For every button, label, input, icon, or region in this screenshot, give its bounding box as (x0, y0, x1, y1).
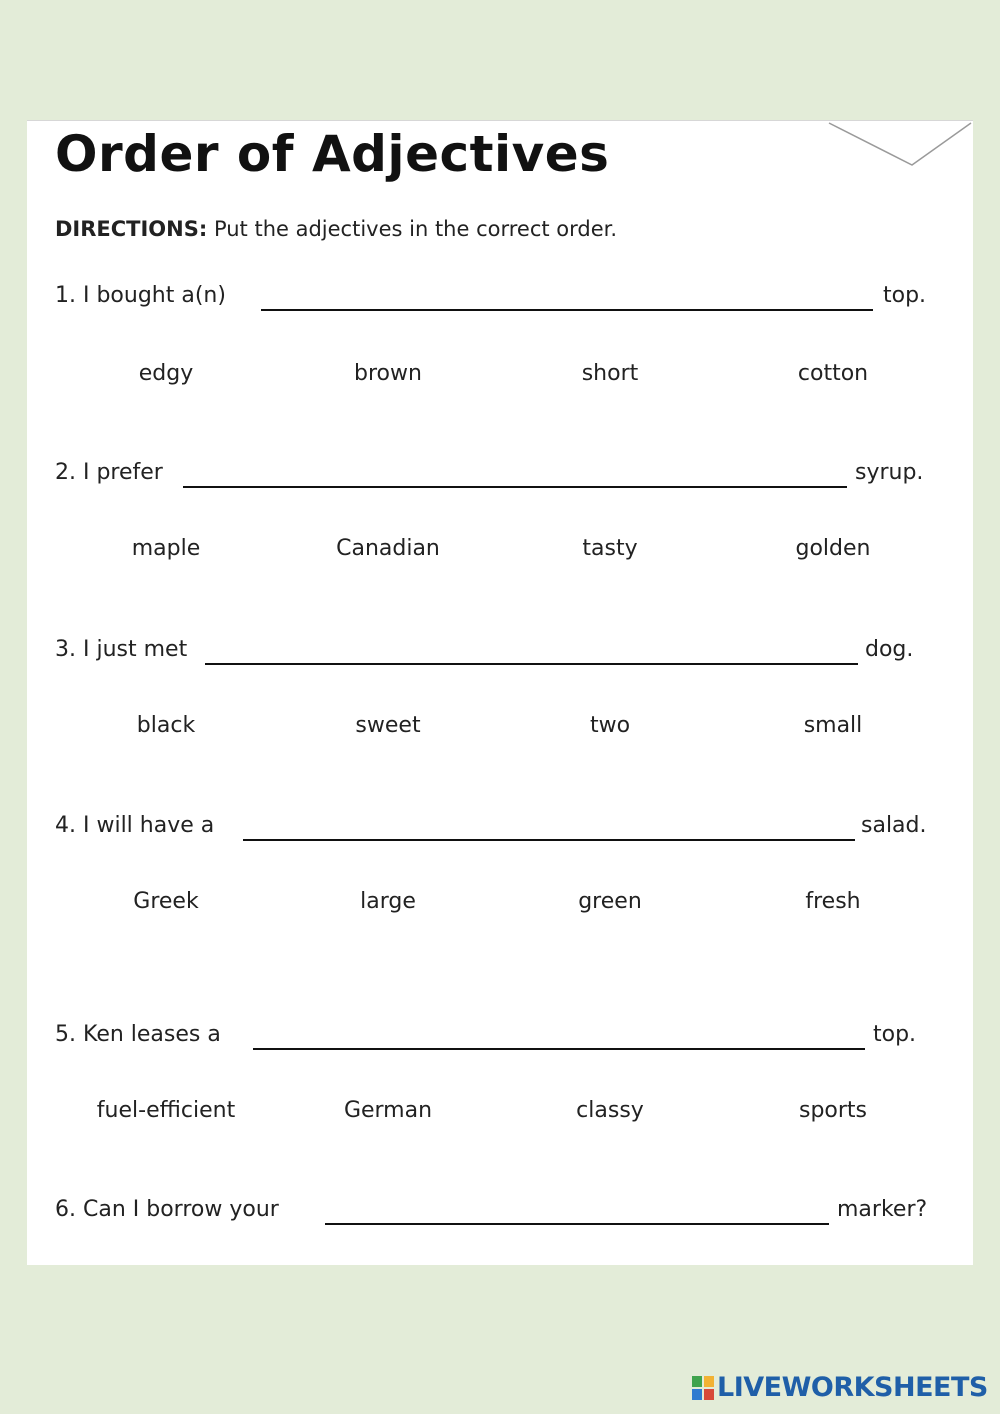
option-word: short (581, 361, 639, 386)
question-6 (55, 1197, 928, 1222)
page-title: Order of Adjectives (55, 125, 610, 183)
option-word: golden (795, 536, 871, 561)
question-1-options (27, 361, 973, 391)
option-word: black (136, 713, 196, 738)
question-2 (55, 460, 924, 485)
question-4-prefix: 4. I will have a (55, 813, 215, 838)
liveworksheets-icon (692, 1376, 714, 1400)
question-2-suffix: syrup. (855, 460, 924, 485)
question-5-options (27, 1098, 973, 1128)
option-word: Greek (133, 889, 199, 914)
question-3-answer-blank[interactable] (205, 663, 858, 665)
page-fold-decoration (827, 121, 973, 171)
option-word: fresh (805, 889, 861, 914)
question-3-options (27, 713, 973, 743)
liveworksheets-logo (692, 1372, 988, 1403)
question-4-answer-blank[interactable] (243, 839, 855, 841)
directions-label: DIRECTIONS: (55, 217, 208, 241)
question-4-options (27, 889, 973, 919)
question-3 (55, 637, 914, 662)
option-word: cotton (797, 361, 869, 386)
question-3-prefix: 3. I just met (55, 637, 188, 662)
option-word: maple (131, 536, 201, 561)
option-word: small (803, 713, 863, 738)
question-4-suffix: salad. (861, 813, 927, 838)
question-6-answer-blank[interactable] (325, 1223, 829, 1225)
question-5-suffix: top. (873, 1022, 917, 1047)
option-word: fuel-efficient (96, 1098, 236, 1123)
question-6-prefix: 6. Can I borrow your (55, 1197, 279, 1222)
question-5 (55, 1022, 917, 1047)
question-6-suffix: marker? (837, 1197, 928, 1222)
worksheet-page (27, 120, 973, 1265)
directions-text: Put the adjectives in the correct order. (207, 217, 618, 241)
question-5-answer-blank[interactable] (253, 1048, 865, 1050)
question-2-answer-blank[interactable] (183, 486, 847, 488)
option-word: large (360, 889, 416, 914)
option-word: two (589, 713, 631, 738)
question-2-prefix: 2. I prefer (55, 460, 163, 485)
option-word: brown (354, 361, 422, 386)
question-1-answer-blank[interactable] (261, 309, 873, 311)
question-1-prefix: 1. I bought a(n) (55, 283, 226, 308)
brand-name: LIVEWORKSHEETS (717, 1372, 988, 1403)
option-word: classy (576, 1098, 644, 1123)
option-word: tasty (582, 536, 638, 561)
question-1-suffix: top. (883, 283, 927, 308)
question-4 (55, 813, 927, 838)
question-1 (55, 283, 927, 308)
question-3-suffix: dog. (865, 637, 914, 662)
question-2-options (27, 536, 973, 566)
option-word: Canadian (336, 536, 440, 561)
option-word: German (343, 1098, 433, 1123)
option-word: green (578, 889, 642, 914)
option-word: sweet (355, 713, 421, 738)
question-5-prefix: 5. Ken leases a (55, 1022, 221, 1047)
directions (55, 217, 617, 241)
option-word: edgy (138, 361, 194, 386)
option-word: sports (798, 1098, 868, 1123)
